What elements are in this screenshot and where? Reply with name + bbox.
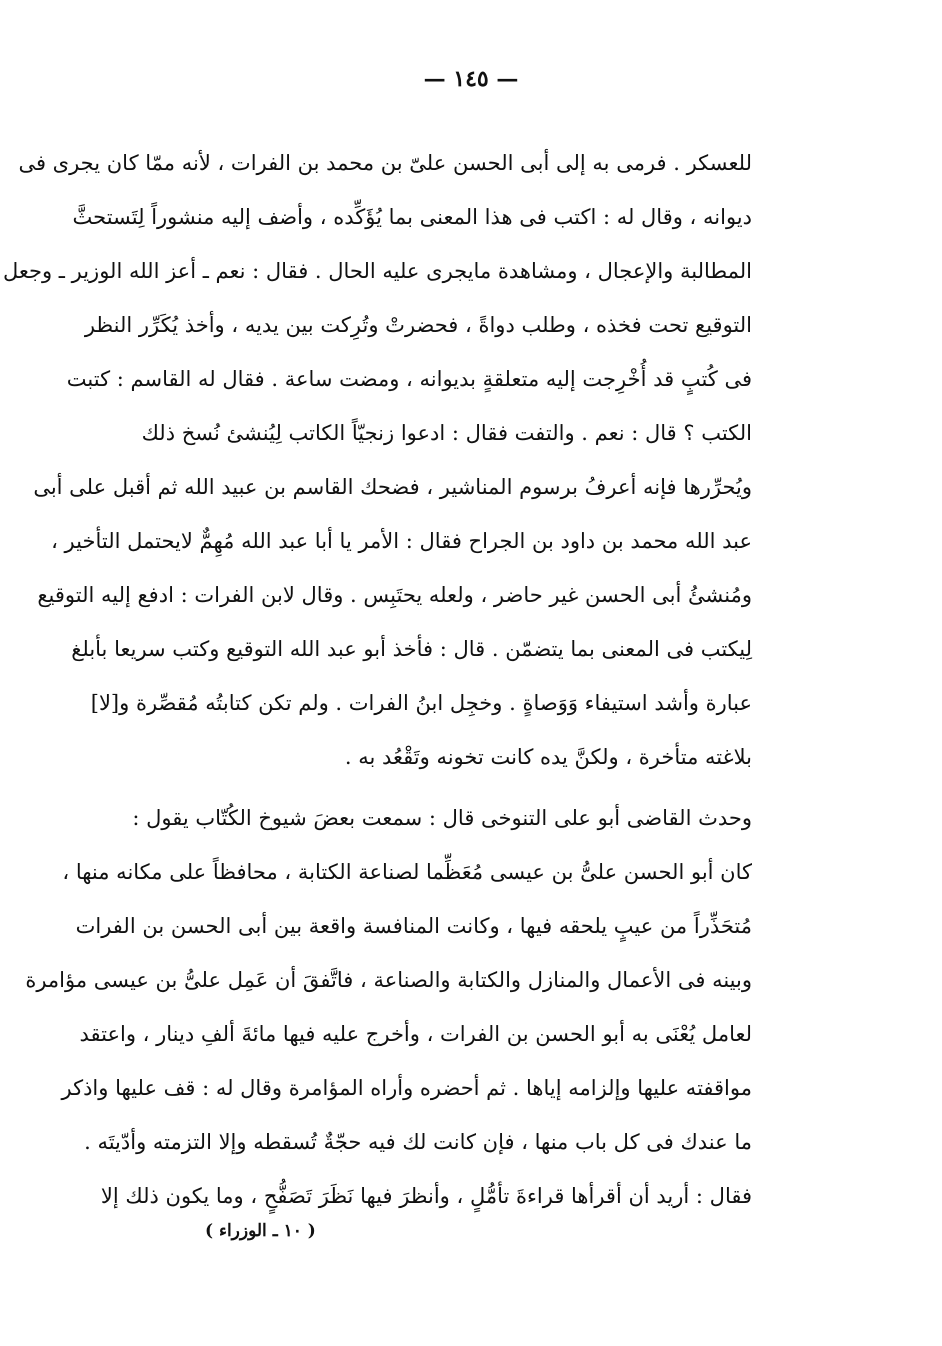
text-line: التوقيع تحت فخذه ، وطلب دواةً ، فحضرتْ وتُرِكت بين يديه ، وأخذ يُكَرِّر النظر: [84, 313, 752, 337]
text-line: وحدث القاضى أبو على التنوخى قال : سمعت بعضَ شيوخ الكُتّاب يقول :: [132, 806, 752, 830]
text-line: للعسكر . فرمى به إلى أبى الحسن علىّ بن محمد بن الفرات ، لأنه ممّا كان يجرى فى: [18, 151, 752, 175]
text-line: مواقفته عليها وإلزامه إياها . ثم أحضره وأراه المؤامرة وقال له : قف عليها واذكر: [61, 1076, 752, 1100]
paragraph-2: [25, 791, 752, 1223]
text-line: ويُحرِّرها فإنه أعرفُ برسوم المناشير ، فضحك القاسم بن عبيد الله ثم أقبل على أبى: [33, 475, 752, 499]
text-line: ما عندك فى كل باب منها ، فإن كانت لك فيه حجّةٌ تُسقطه وإلا التزمته وأدّيتَه .: [84, 1130, 752, 1154]
text-line: المطالبة والإعجال ، ومشاهدة مايجرى عليه الحال . فقال : نعم ـ أعز الله الوزير ـ وجعل: [2, 259, 752, 283]
text-line: مُتحَذِّراً من عيبٍ يلحقه فيها ، وكانت المنافسة واقعة بين أبى الحسن بن الفرات: [75, 914, 752, 938]
text-line: عبد الله محمد بن داود بن الجراح فقال : الأمر يا أبا عبد الله مُهِمٌّ لايحتمل التأخير ،: [51, 529, 752, 553]
text-line: عبارة وأشد استيفاء وَوَصاةٍ . وخجِل ابنُ الفرات . ولم تكن كتابتُه مُقصِّرة و[لا]: [90, 691, 752, 715]
text-line: لعامل يُعْنَى به أبو الحسن بن الفرات ، وأخرج عليه فيها مائةَ ألفِ دينار ، واعتقد: [79, 1022, 752, 1046]
text-line: الكتب ؟ قال : نعم . والتفت فقال : ادعوا زنجيّاً الكاتب لِيُنشئ نُسخ ذلك: [141, 421, 752, 445]
paragraph-1: [2, 136, 752, 784]
signature-footer: ( ١٠ ـ الوزراء ): [205, 1221, 316, 1241]
text-line: بلاغته متأخرة ، ولكنَّ يده كانت تخونه وتَقْعُد به .: [344, 745, 752, 769]
text-line: ومُنشئُ أبى الحسن غير حاضر ، ولعله يحتَبِس . وقال لابن الفرات : ادفع إليه التوقيع: [37, 583, 752, 607]
text-line: فى كُتبٍ قد أُخْرِجت إليه متعلقةٍ بديوانه ، ومضت ساعة . فقال له القاسم : كتبت: [66, 367, 752, 391]
text-line: وبينه فى الأعمال والمنازل والكتابة والصناعة ، فاتَّفقَ أن عَمِل علىُّ بن عيسى مؤامرة: [25, 968, 752, 992]
text-line: لِيكتب فى المعنى بما يتضمّن . قال : فأخذ أبو عبد الله التوقيع وكتب سريعا بأبلغ: [71, 637, 752, 661]
page-number: — ١٤٥ —: [423, 66, 519, 92]
text-line: فقال : أريد أن أقرأها قراءةَ تأمُّلٍ ، وأنظرَ فيها نَظَرَ تَصَفُّحٍ ، وما يكون ذلك إلا: [100, 1184, 752, 1208]
text-line: كان أبو الحسن علىُّ بن عيسى مُعَظِّما لصناعة الكتابة ، محافظاً على مكانه منها ،: [62, 860, 752, 884]
text-line: ديوانه ، وقال له : اكتب فى هذا المعنى بما يُؤَكِّده ، وأضف إليه منشوراً لِتَستحثَّ: [72, 205, 752, 229]
